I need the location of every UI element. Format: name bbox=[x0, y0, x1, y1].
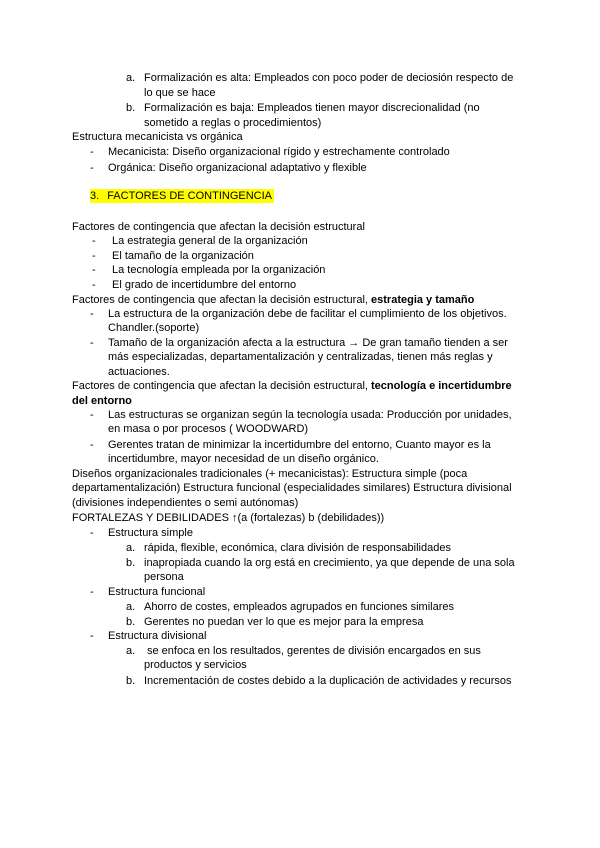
env-item-line1: Gerentes tratan de minimizar la incertidumbre del entorno, Cuanto mayor es la bbox=[108, 439, 491, 451]
tech-item-line1: Las estructuras se organizan según la tecnología usada: Producción por unidades, bbox=[108, 409, 512, 421]
functional-weakness: Gerentes no puedan ver lo que es mejor para la empresa bbox=[144, 616, 424, 628]
formalization-low-line2: sometido a reglas o procedimientos) bbox=[144, 117, 322, 129]
dash-marker: - bbox=[90, 527, 94, 539]
dash-marker: - bbox=[90, 337, 94, 349]
heading-bold: tecnología e incertidumbre bbox=[371, 380, 512, 392]
traditional-line3: (divisiones independientes o semi autónomas) bbox=[72, 497, 299, 509]
divisional-strength-line1: se enfoca en los resultados, gerentes de división encargados en sus bbox=[147, 645, 481, 657]
strengths-heading: FORTALEZAS Y DEBILIDADES ↑(a (fortalezas) b (debilidades)) bbox=[72, 512, 385, 524]
env-item-line2: incertidumbre, mayor necesidad de un diseño orgánico. bbox=[108, 453, 379, 465]
formalization-high-line1: Formalización es alta: Empleados con poco poder de deciosión respecto de bbox=[144, 72, 514, 84]
dash-marker: - bbox=[92, 279, 96, 291]
divisional-weakness: Incrementación de costes debido a la duplicación de actividades y recursos bbox=[144, 675, 512, 687]
dash-marker: - bbox=[90, 162, 94, 174]
factors-heading: Factores de contingencia que afectan la decisión estructural bbox=[72, 221, 365, 233]
heading-prefix: Factores de contingencia que afectan la decisión estructural, bbox=[72, 380, 368, 392]
factor-item: El grado de incertidumbre del entorno bbox=[112, 279, 297, 291]
mech-org-heading: Estructura mecanicista vs orgánica bbox=[72, 131, 243, 143]
dash-marker: - bbox=[90, 439, 94, 451]
formalization-low-line1: Formalización es baja: Empleados tienen mayor discrecionalidad (no bbox=[144, 102, 480, 114]
simple-strength: rápida, flexible, económica, clara división de responsabilidades bbox=[144, 542, 451, 554]
factor-item: El tamaño de la organización bbox=[112, 250, 254, 262]
list-marker-b: b. bbox=[126, 557, 136, 569]
dash-marker: - bbox=[90, 308, 94, 320]
strategy-size-heading bbox=[72, 293, 474, 307]
divisional-structure-title: Estructura divisional bbox=[108, 630, 207, 642]
list-marker-a: a. bbox=[126, 72, 136, 84]
dash-marker: - bbox=[90, 146, 94, 158]
dash-marker: - bbox=[92, 250, 96, 262]
simple-structure-title: Estructura simple bbox=[108, 527, 193, 539]
section-number: 3. bbox=[90, 190, 100, 202]
list-marker-b: b. bbox=[126, 102, 136, 114]
section-title: FACTORES DE CONTINGENCIA bbox=[107, 190, 273, 202]
simple-weakness-line1: inapropiada cuando la org está en crecimiento, ya que depende de una sola bbox=[144, 557, 515, 569]
tech-env-heading-cont bbox=[72, 394, 132, 408]
tech-env-heading bbox=[72, 379, 512, 393]
dash-marker: - bbox=[92, 264, 96, 276]
list-marker-a: a. bbox=[126, 542, 136, 554]
size-item-line1: Tamaño de la organización afecta a la estructura → De gran tamaño tienden a ser bbox=[108, 337, 508, 349]
size-item-line3: actuaciones. bbox=[108, 366, 170, 378]
traditional-line1: Diseños organizacionales tradicionales (+ mecanicistas): Estructura simple (poca bbox=[72, 468, 468, 480]
mech-item: Mecanicista: Diseño organizacional rígido y estrechamente controlado bbox=[108, 146, 450, 158]
section-heading bbox=[90, 189, 274, 203]
heading-prefix: Factores de contingencia que afectan la decisión estructural, bbox=[72, 294, 368, 306]
list-marker-b: b. bbox=[126, 675, 136, 687]
heading-bold: estrategia y tamaño bbox=[371, 294, 475, 306]
org-item: Orgánica: Diseño organizacional adaptativo y flexible bbox=[108, 162, 367, 174]
dash-marker: - bbox=[90, 586, 94, 598]
traditional-line2: departamentalización) Estructura funcional (especialidades similares) Estructura divisional bbox=[72, 482, 512, 494]
list-marker-a: a. bbox=[126, 645, 136, 657]
formalization-high-line2: lo que se hace bbox=[144, 87, 216, 99]
strategy-item-line2: Chandler.(soporte) bbox=[108, 322, 200, 334]
size-item-line2: más especializadas, departamentalización y centralizadas, tienen más reglas y bbox=[108, 351, 493, 363]
dash-marker: - bbox=[90, 409, 94, 421]
simple-weakness-line2: persona bbox=[144, 571, 184, 583]
dash-marker: - bbox=[90, 630, 94, 642]
functional-strength: Ahorro de costes, empleados agrupados en funciones similares bbox=[144, 601, 455, 613]
tech-item-line2: en masa o por procesos ( WOODWARD) bbox=[108, 423, 309, 435]
dash-marker: - bbox=[92, 235, 96, 247]
strategy-item-line1: La estructura de la organización debe de facilitar el cumplimiento de los objetivos. bbox=[108, 308, 507, 320]
factor-item: La tecnología empleada por la organización bbox=[112, 264, 326, 276]
heading-bold: del entorno bbox=[72, 395, 132, 407]
list-marker-a: a. bbox=[126, 601, 136, 613]
factor-item: La estrategia general de la organización bbox=[112, 235, 308, 247]
list-marker-b: b. bbox=[126, 616, 136, 628]
functional-structure-title: Estructura funcional bbox=[108, 586, 206, 598]
divisional-strength-line2: productos y servicios bbox=[144, 659, 247, 671]
